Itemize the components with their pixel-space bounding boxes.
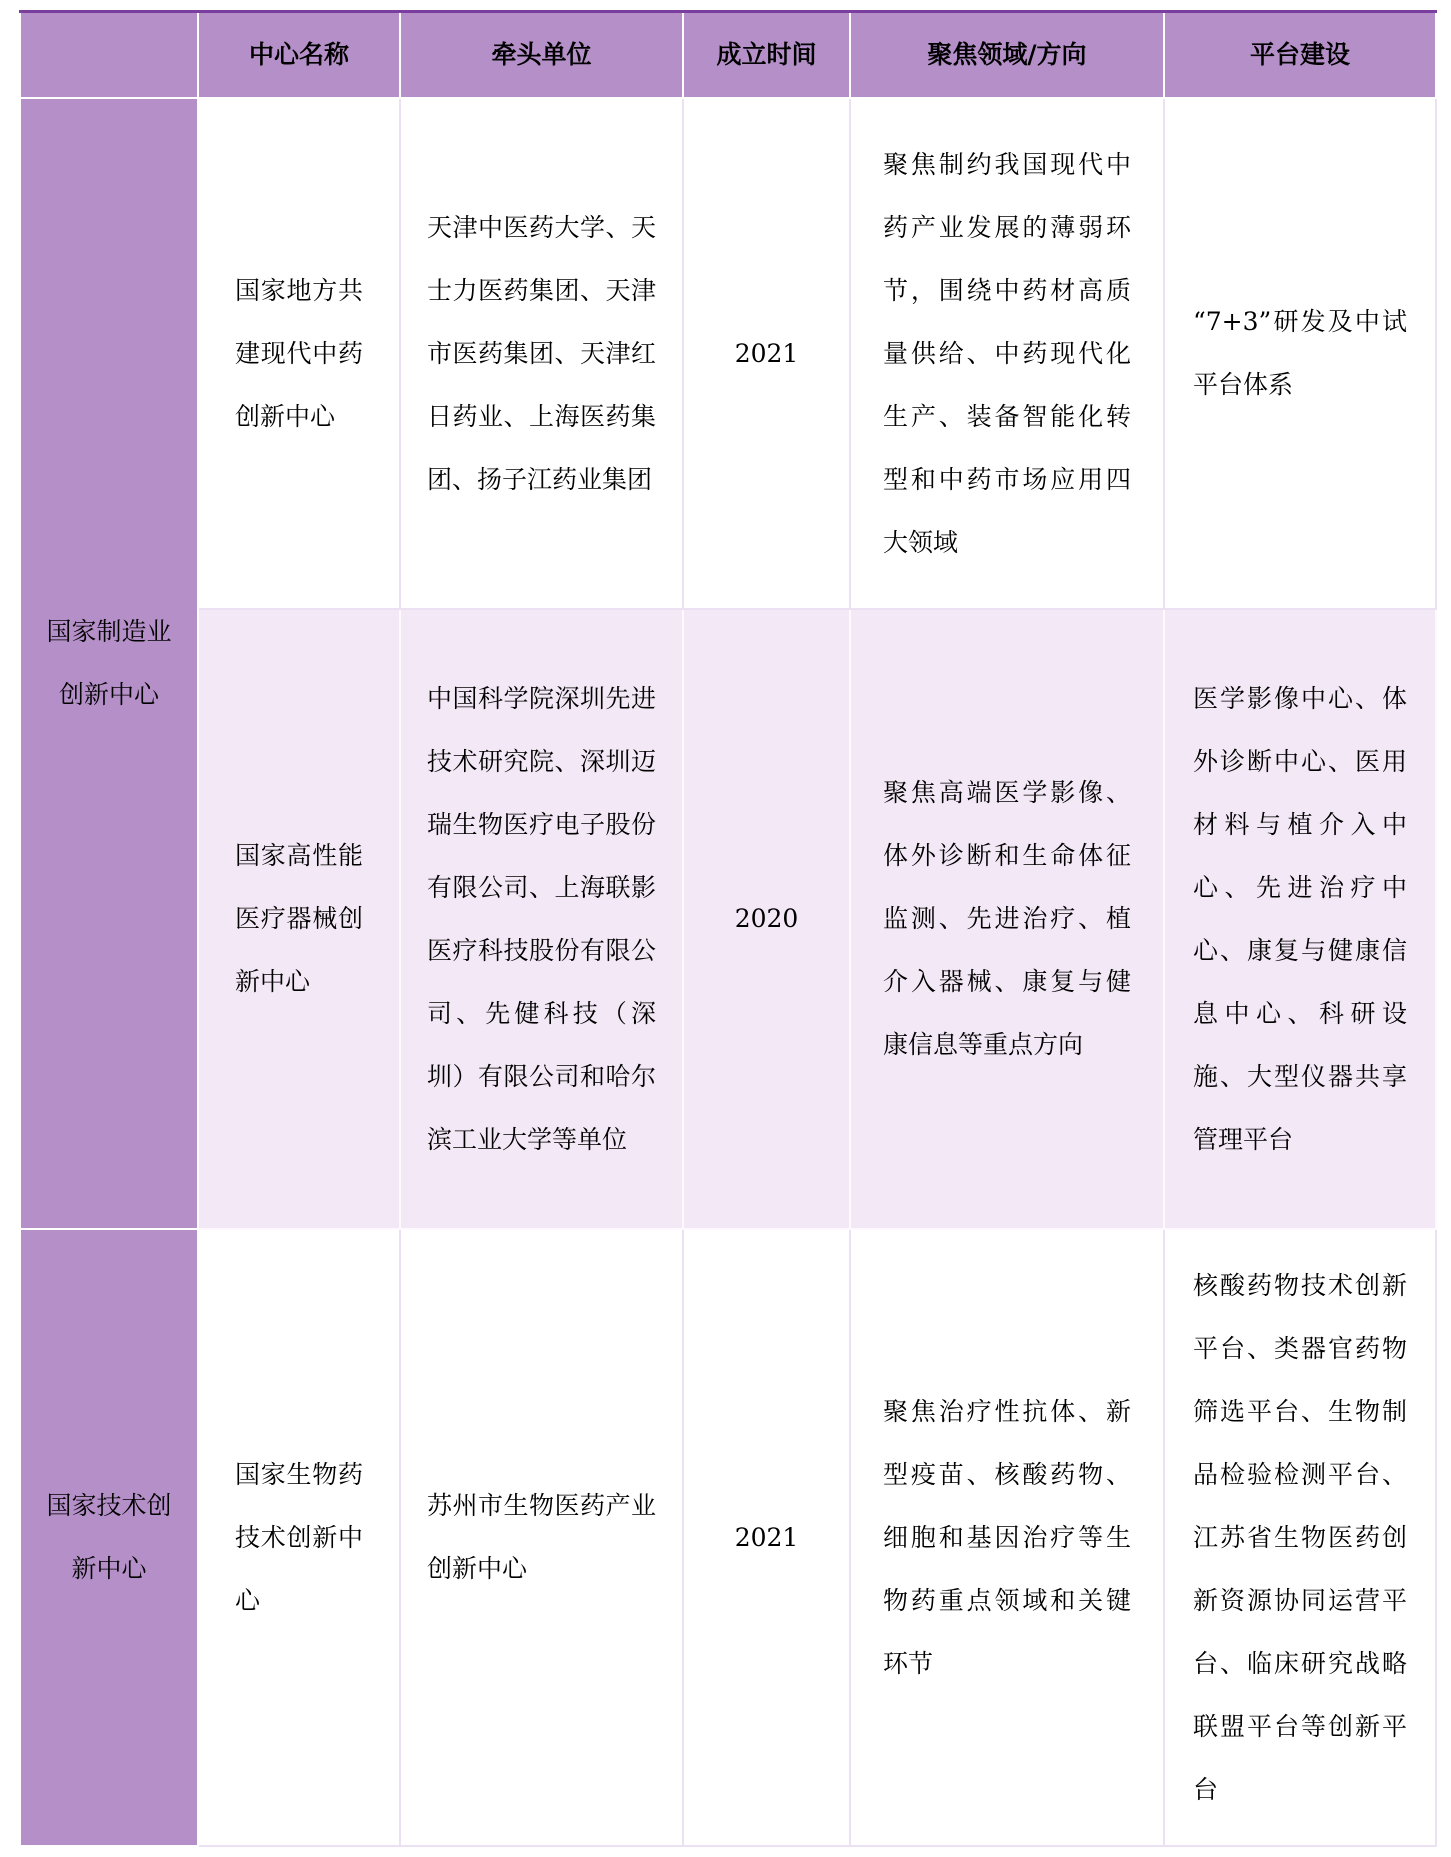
innovation-centers-table <box>19 10 1437 1847</box>
cell-platform: 核酸药物技术创新平台、类器官药物筛选平台、生物制品检验检测平台、江苏省生物医药创新资源协同运营平台、临床研究战略联盟平台等创新平台 <box>1164 1229 1436 1846</box>
header-corner-cell <box>20 12 198 98</box>
cell-founded-year: 2021 <box>683 1229 850 1846</box>
header-center-name: 中心名称 <box>198 12 400 98</box>
table-header <box>20 12 1436 98</box>
table-body <box>20 98 1436 1846</box>
cell-lead-unit: 苏州市生物医药产业创新中心 <box>400 1229 683 1846</box>
cell-center-name: 国家高性能医疗器械创新中心 <box>198 609 400 1229</box>
header-founded-year: 成立时间 <box>683 12 850 98</box>
table-row <box>20 609 1436 1229</box>
group-label-technology: 国家技术创新中心 <box>20 1229 198 1846</box>
header-row <box>20 12 1436 98</box>
header-platform: 平台建设 <box>1164 12 1436 98</box>
cell-founded-year: 2020 <box>683 609 850 1229</box>
cell-founded-year: 2021 <box>683 98 850 609</box>
cell-focus-area: 聚焦治疗性抗体、新型疫苗、核酸药物、细胞和基因治疗等生物药重点领域和关键环节 <box>850 1229 1164 1846</box>
cell-lead-unit: 天津中医药大学、天士力医药集团、天津市医药集团、天津红日药业、上海医药集团、扬子江药业集团 <box>400 98 683 609</box>
header-lead-unit: 牵头单位 <box>400 12 683 98</box>
cell-platform: 医学影像中心、体外诊断中心、医用材料与植介入中心、先进治疗中心、康复与健康信息中心、科研设施、大型仪器共享管理平台 <box>1164 609 1436 1229</box>
cell-center-name: 国家地方共建现代中药创新中心 <box>198 98 400 609</box>
cell-lead-unit: 中国科学院深圳先进技术研究院、深圳迈瑞生物医疗电子股份有限公司、上海联影医疗科技股份有限公司、先健科技（深圳）有限公司和哈尔滨工业大学等单位 <box>400 609 683 1229</box>
group-label-manufacturing: 国家制造业创新中心 <box>20 98 198 1229</box>
table-row <box>20 98 1436 609</box>
table-row <box>20 1229 1436 1846</box>
header-focus-area: 聚焦领域/方向 <box>850 12 1164 98</box>
cell-platform: “7+3”研发及中试平台体系 <box>1164 98 1436 609</box>
cell-focus-area: 聚焦高端医学影像、体外诊断和生命体征监测、先进治疗、植介入器械、康复与健康信息等重点方向 <box>850 609 1164 1229</box>
cell-focus-area: 聚焦制约我国现代中药产业发展的薄弱环节，围绕中药材高质量供给、中药现代化生产、装备智能化转型和中药市场应用四大领域 <box>850 98 1164 609</box>
cell-center-name: 国家生物药技术创新中心 <box>198 1229 400 1846</box>
